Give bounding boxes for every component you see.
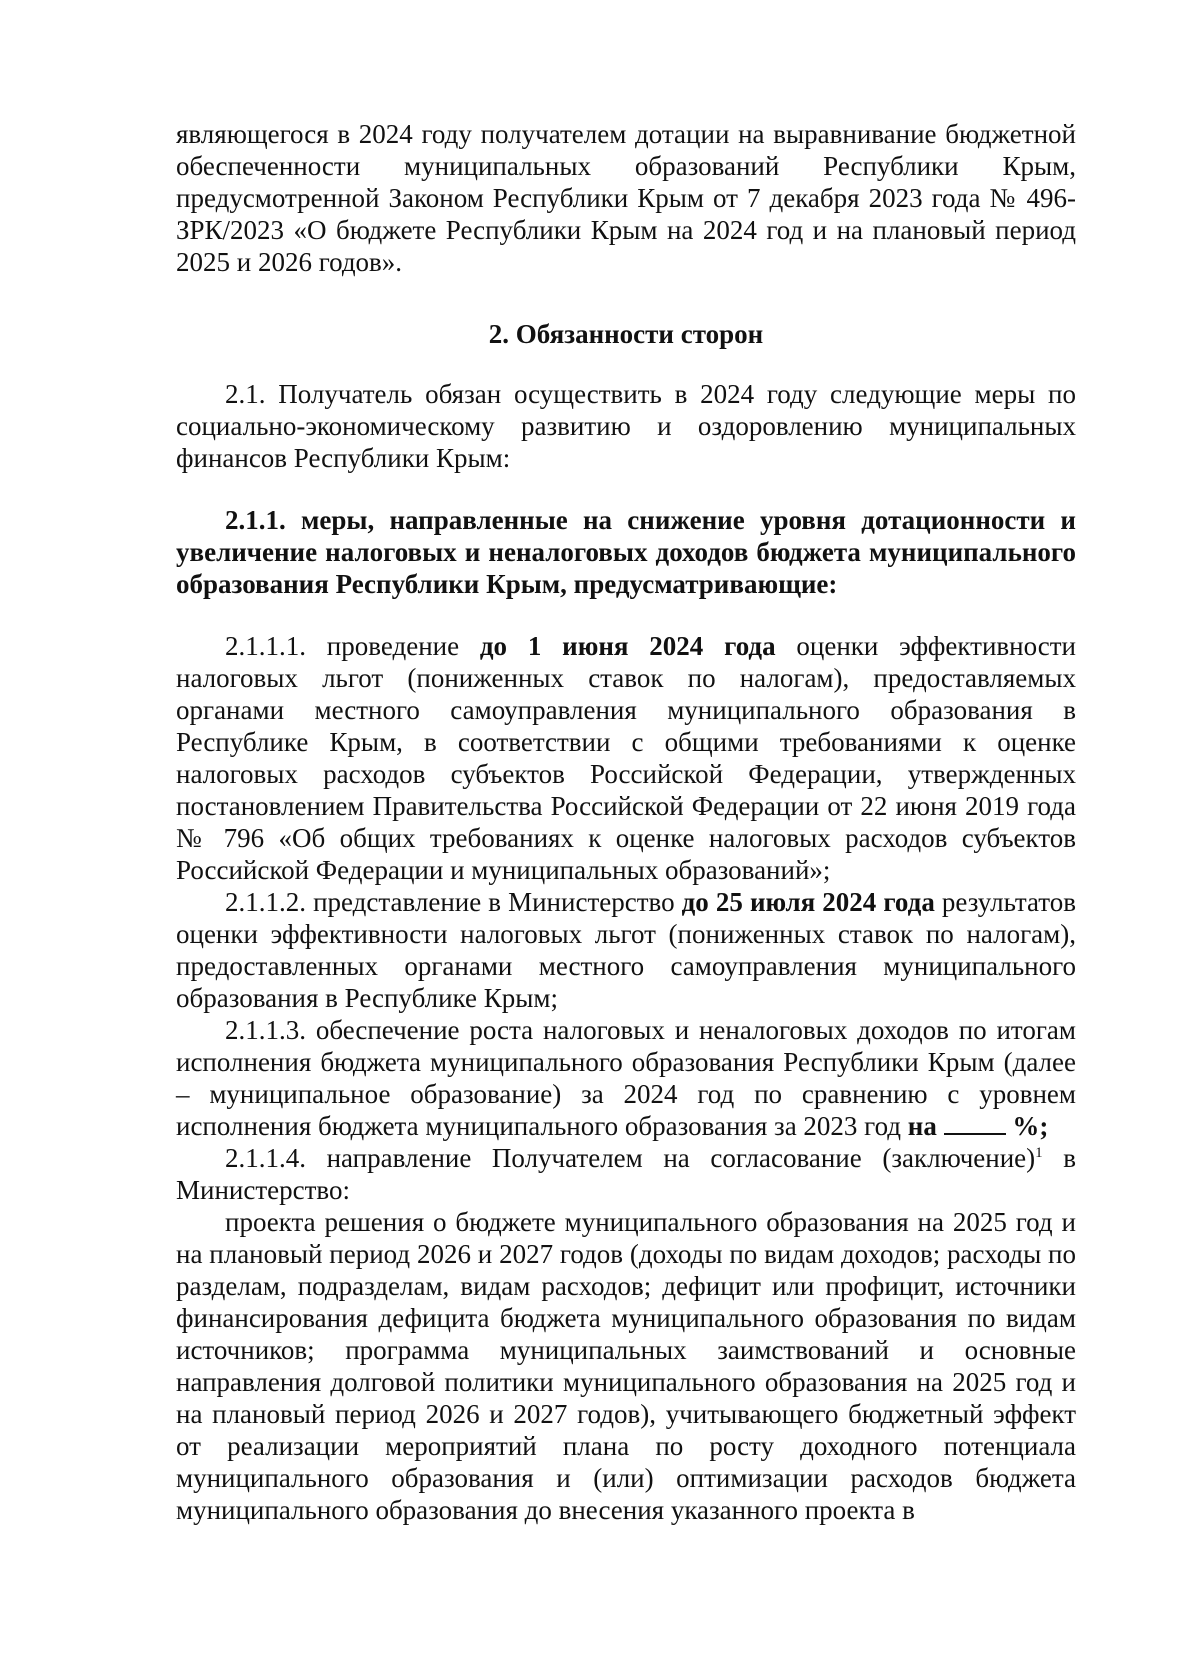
paragraph-2-1-1-2 — [176, 886, 1076, 1014]
paragraph-2-1: 2.1. Получатель обязан осуществить в 2024 году следующие меры по социально-экономическому развитию и оздоровлению муниципальных финансов Республики Крым: — [176, 379, 1076, 473]
text-run: оценки эффективности налоговых льгот (пониженных ставок по налогам), предоставляемых органами местного самоуправления муниципального образования в Республике Крым, в соответствии с общими требованиями к оценке налоговых расходов субъектов Российской Федерации, утвержденных постановлением Правительства Российской Федерации от 22 июня 2019 года № 796 «Об общих требованиях к оценке налоговых расходов субъектов Российской Федерации и муниципальных образований»; — [176, 631, 1077, 885]
text-run: результатов оценки эффективности налоговых льгот (пониженных ставок по налогам), предоставленных органами местного самоуправления муниципального образования в Республике Крым; — [176, 887, 1076, 1013]
deadline-bold: до 1 июня 2024 года — [479, 631, 776, 661]
text-run: 2.1.1.2. представление в Министерство — [225, 887, 682, 917]
section-title: 2. Обязанности сторон — [488, 319, 764, 349]
paragraph-2-1-1-1 — [176, 630, 1076, 886]
bold-word: на — [907, 1111, 937, 1141]
paragraph-draft-decision: проекта решения о бюджете муниципального образования на 2025 год и на плановый период 2026 и 2027 годов (доходы по видам доходов; расходы по разделам, подразделам, видам расходов; дефицит или профицит, источники финансирования дефицита бюджета муниципального образования по видам источников; программа муниципальных заимствований и основные направления долговой политики муниципального образования на 2025 год и на плановый период 2026 и 2027 годов), учитывающего бюджетный эффект от реализации мероприятий плана по росту доходного потенциала муниципального образования и (или) оптимизации расходов бюджета муниципального образования до внесения указанного проекта в — [176, 1207, 1076, 1525]
deadline-bold: до 25 июля 2024 года — [681, 887, 935, 917]
paragraph-2-1-1-3 — [176, 1014, 1076, 1142]
text-run: 2.1.1.4. направление Получателем на согласование (заключение) — [225, 1143, 1036, 1173]
text-run: 2.1.1.1. проведение — [225, 631, 480, 661]
paragraph-intro: являющегося в 2024 году получателем дотации на выравнивание бюджетной обеспеченности муниципальных образований Республики Крым, предусмотренной Законом Республики Крым от 7 декабря 2023 года № 496-ЗРК/2023 «О бюджете Республики Крым на 2024 год и на плановый период 2025 и 2026 годов». — [176, 119, 1076, 277]
text-run: 2.1.1.3. обеспечение роста налоговых и неналоговых доходов по итогам исполнения бюджета муниципального образования Республики Крым (далее – муниципальное образование) за 2024 год по сравнению с уровнем исполнения бюджета муниципального образования за 2023 год — [176, 1015, 1076, 1141]
blank-field — [944, 1111, 1006, 1135]
text-run: в Министерство: — [176, 1143, 1076, 1205]
paragraph-2-1-1: 2.1.1. меры, направленные на снижение уровня дотационности и увеличение налоговых и неналоговых доходов бюджета муниципального образования Республики Крым, предусматривающие: — [176, 505, 1076, 599]
footnote-mark: 1 — [1035, 1145, 1043, 1161]
paragraph-2-1-1-4 — [176, 1142, 1076, 1206]
percent-sign: %; — [1012, 1111, 1049, 1141]
